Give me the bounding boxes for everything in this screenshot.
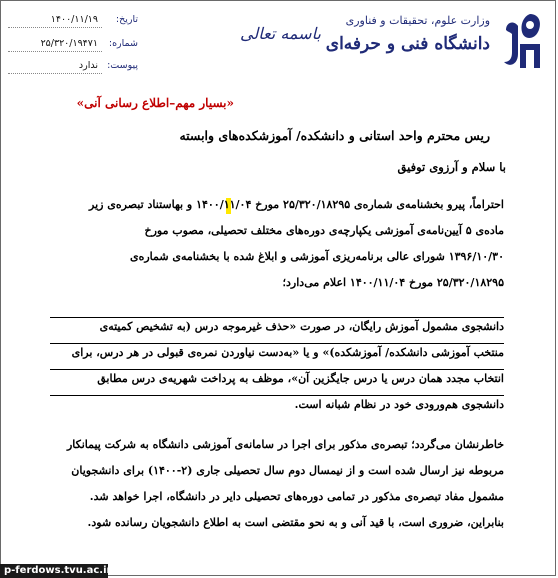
- underline-rule: [50, 317, 504, 318]
- urgent-notice: «بسیار مهم–اطلاع رسانی آنی»: [76, 96, 234, 110]
- paragraph-line: انتخاب مجدد همان درس یا درس جایگزین آن»، موظف به پرداخت شهریه‌ی درس مطابق: [97, 372, 504, 385]
- paragraph-line: احتراماً، پیرو بخشنامه‌ی شماره‌ی ۲۵/۳۲۰/۱۸۲۹۵ مورخ ۱۴۰۰/۱۱/۰۴ و بهاستناد تبصره‌ی زیر: [89, 198, 504, 211]
- paragraph-line: ۱۳۹۶/۱۰/۳۰ شورای عالی برنامه‌ریزی آموزشی و ابلاغ شده با بخشنامه‌ی شماره‌ی: [129, 250, 504, 263]
- meta-date: [8, 14, 138, 30]
- paragraph-line: منتخب آموزشی دانشکده/ آموزشکده)» و یا «به‌دست نیاوردن نمره‌ی قبولی در هر درس، برای: [71, 346, 504, 359]
- meta-label: تاریخ:: [115, 14, 138, 25]
- paragraph-line: مشمول مفاد تبصره‌ی مذکور در تمامی دوره‌های تحصیلی دایر در دانشگاه، اجرا خواهد شد.: [89, 490, 504, 503]
- besmeh-calligraphy: باسمه تعالی: [240, 24, 321, 43]
- meta-value: ۱۴۰۰/۱۱/۱۹: [50, 14, 98, 25]
- paragraph-line: بنابراین، ضروری است، با قید آنی و به نحو مقتضی است به اطلاع دانشجویان رسانده شود.: [87, 516, 504, 529]
- underline-rule: [50, 395, 504, 396]
- paragraph-notice: [50, 432, 504, 536]
- meta-label: پیوست:: [107, 60, 138, 71]
- university-logo-icon: [500, 10, 544, 72]
- paragraph-line: مربوطه نیز ارسال شده است و از نیمسال دوم سال تحصیلی جاری (۲-۱۴۰۰) برای دانشجویان: [71, 464, 504, 477]
- underline-rule: [50, 369, 504, 370]
- meta-attachment: [8, 60, 138, 76]
- recipient-heading: ریس محترم واحد استانی و دانشکده/ آموزشکده‌های وابسته: [179, 128, 490, 143]
- paragraph-line: خاطرنشان می‌گردد؛ تبصره‌ی مذکور برای اجرا در سامانه‌ی آموزشی دانشگاه به شرکت پیمانکار: [66, 438, 504, 451]
- greeting: با سلام و آرزوی توفیق: [397, 160, 506, 174]
- meta-value: ۲۵/۳۲۰/۱۹۴۷۱: [40, 38, 98, 49]
- meta-number: [8, 38, 138, 54]
- paragraph-reference: [50, 192, 504, 296]
- underline-rule: [50, 343, 504, 344]
- paragraph-line: ۲۵/۳۲۰/۱۸۲۹۵ مورخ ۱۴۰۰/۱۱/۰۴ اعلام می‌دارد؛: [282, 276, 504, 289]
- paragraph-line: دانشجوی هم‌ورودی خود در نظام شبانه است.: [294, 398, 504, 411]
- paragraph-line: دانشجوی مشمول آموزش رایگان، در صورت «حذف غیرموجه درس (به تشخیص کمیته‌ی: [99, 320, 504, 333]
- paragraph-line: ماده‌ی ۵ آیین‌نامه‌ی آموزشی یکپارچه‌ی دوره‌های مختلف تحصیلی، مصوب مورخ: [144, 224, 504, 237]
- meta-label: شماره:: [108, 38, 138, 49]
- meta-underline: [8, 51, 102, 52]
- paragraph-rule: [50, 314, 504, 418]
- site-watermark: p-ferdows.tvu.ac.ir: [0, 564, 108, 578]
- meta-underline: [8, 27, 102, 28]
- ministry-name: وزارت علوم، تحقیقات و فناوری: [345, 14, 490, 27]
- meta-value: ندارد: [78, 60, 98, 71]
- meta-underline: [8, 73, 102, 74]
- university-name: دانشگاه فنی و حرفه‌ای: [325, 34, 490, 54]
